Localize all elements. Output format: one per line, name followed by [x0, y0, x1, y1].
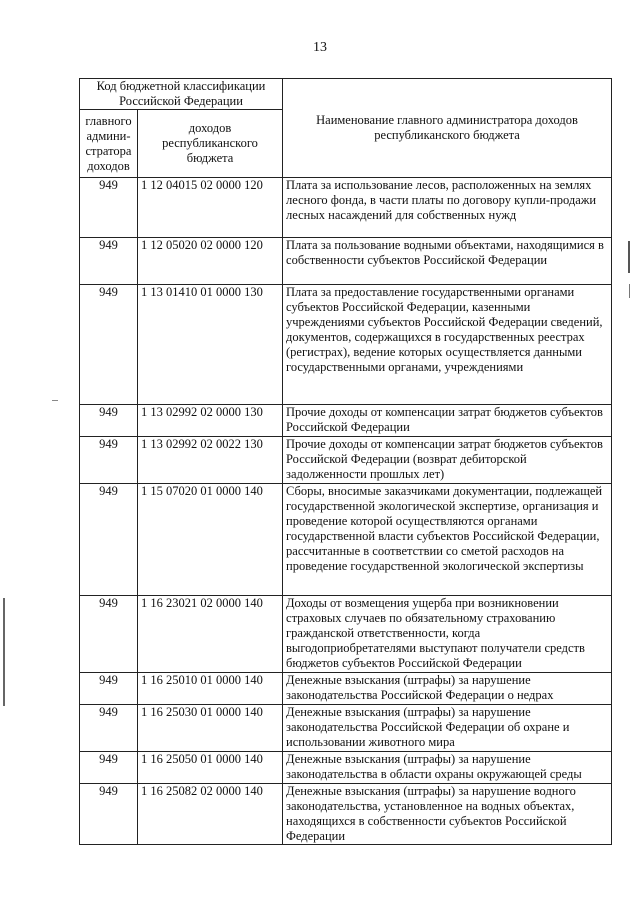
- table-row: [80, 484, 612, 596]
- header-budget-classification: Код бюджетной классификации Российской Федерации: [80, 79, 283, 110]
- revenue-name-cell: Прочие доходы от компенсации затрат бюджетов субъектов Российской Федерации (возврат дебиторской задолженности прошлых лет): [283, 437, 612, 484]
- scan-artifact-dot: [52, 400, 58, 401]
- revenue-code-cell: 1 13 02992 02 0000 130: [138, 405, 283, 437]
- revenue-code-cell: 1 13 01410 01 0000 130: [138, 285, 283, 405]
- page-number: 13: [313, 40, 327, 55]
- scan-artifact-left: [3, 598, 5, 706]
- header-republican-revenue: доходов республиканского бюджета: [138, 110, 283, 178]
- revenue-admin-table: [79, 78, 612, 845]
- admin-code-cell: 949: [80, 405, 138, 437]
- revenue-name-cell: Денежные взыскания (штрафы) за нарушение водного законодательства, установленное на водных объектах, находящихся в собственности субъектов Российской Федерации: [283, 784, 612, 845]
- table-row: [80, 238, 612, 285]
- admin-code-cell: 949: [80, 752, 138, 784]
- revenue-code-cell: 1 16 25010 01 0000 140: [138, 673, 283, 705]
- revenue-code-cell: 1 12 05020 02 0000 120: [138, 238, 283, 285]
- table-row: [80, 596, 612, 673]
- revenue-name-cell: Плата за предоставление государственными органами субъектов Российской Федерации, казенными учреждениями субъектов Российской Федерации сведений, документов, содержащихся в государственных реестрах (регистрах), ведение которых осуществляется данными государственными органами, учреждениями: [283, 285, 612, 405]
- revenue-name-cell: Доходы от возмещения ущерба при возникновении страховых случаев по обязательному страхованию гражданской ответственности, когда выгодоприобретателями выступают получатели средств бюджетов субъектов Российской Федерации: [283, 596, 612, 673]
- revenue-name-cell: Сборы, вносимые заказчиками документации, подлежащей государственной экологической экспертизе, организация и проведение которой осуществляются органами государственной власти субъектов Российской Федерации, рассчитанные в соответствии со сметой расходов на проведение государственной экологической экспертизы: [283, 484, 612, 596]
- admin-code-cell: 949: [80, 784, 138, 845]
- header-chief-administrator: главного админи-стратора доходов: [80, 110, 138, 178]
- admin-code-cell: 949: [80, 178, 138, 238]
- table-row: [80, 178, 612, 238]
- admin-code-cell: 949: [80, 705, 138, 752]
- revenue-name-cell: Плата за использование лесов, расположенных на землях лесного фонда, в части платы по договору купли-продажи лесных насаждений для собственных нужд: [283, 178, 612, 238]
- table-row: [80, 752, 612, 784]
- table-row: [80, 673, 612, 705]
- table-row: [80, 437, 612, 484]
- revenue-code-cell: 1 13 02992 02 0022 130: [138, 437, 283, 484]
- revenue-code-cell: 1 16 25082 02 0000 140: [138, 784, 283, 845]
- scan-artifact-right-small: [629, 284, 630, 298]
- revenue-name-cell: Денежные взыскания (штрафы) за нарушение законодательства Российской Федерации об охране и использовании животного мира: [283, 705, 612, 752]
- admin-code-cell: 949: [80, 238, 138, 285]
- table-row: [80, 705, 612, 752]
- revenue-code-cell: 1 16 25030 01 0000 140: [138, 705, 283, 752]
- admin-code-cell: 949: [80, 437, 138, 484]
- admin-code-cell: 949: [80, 285, 138, 405]
- header-administrator-name: Наименование главного администратора доходов республиканского бюджета: [283, 79, 612, 178]
- revenue-code-cell: 1 16 25050 01 0000 140: [138, 752, 283, 784]
- revenue-name-cell: Денежные взыскания (штрафы) за нарушение законодательства в области охраны окружающей среды: [283, 752, 612, 784]
- revenue-name-cell: Прочие доходы от компенсации затрат бюджетов субъектов Российской Федерации: [283, 405, 612, 437]
- admin-code-cell: 949: [80, 484, 138, 596]
- revenue-name-cell: Денежные взыскания (штрафы) за нарушение законодательства Российской Федерации о недрах: [283, 673, 612, 705]
- table-row: [80, 405, 612, 437]
- revenue-code-cell: 1 16 23021 02 0000 140: [138, 596, 283, 673]
- revenue-code-cell: 1 15 07020 01 0000 140: [138, 484, 283, 596]
- table-row: [80, 784, 612, 845]
- table-row: [80, 285, 612, 405]
- admin-code-cell: 949: [80, 673, 138, 705]
- admin-code-cell: 949: [80, 596, 138, 673]
- revenue-name-cell: Плата за пользование водными объектами, находящимися в собственности субъектов Российской Федерации: [283, 238, 612, 285]
- revenue-code-cell: 1 12 04015 02 0000 120: [138, 178, 283, 238]
- scan-artifact-right: [628, 241, 630, 273]
